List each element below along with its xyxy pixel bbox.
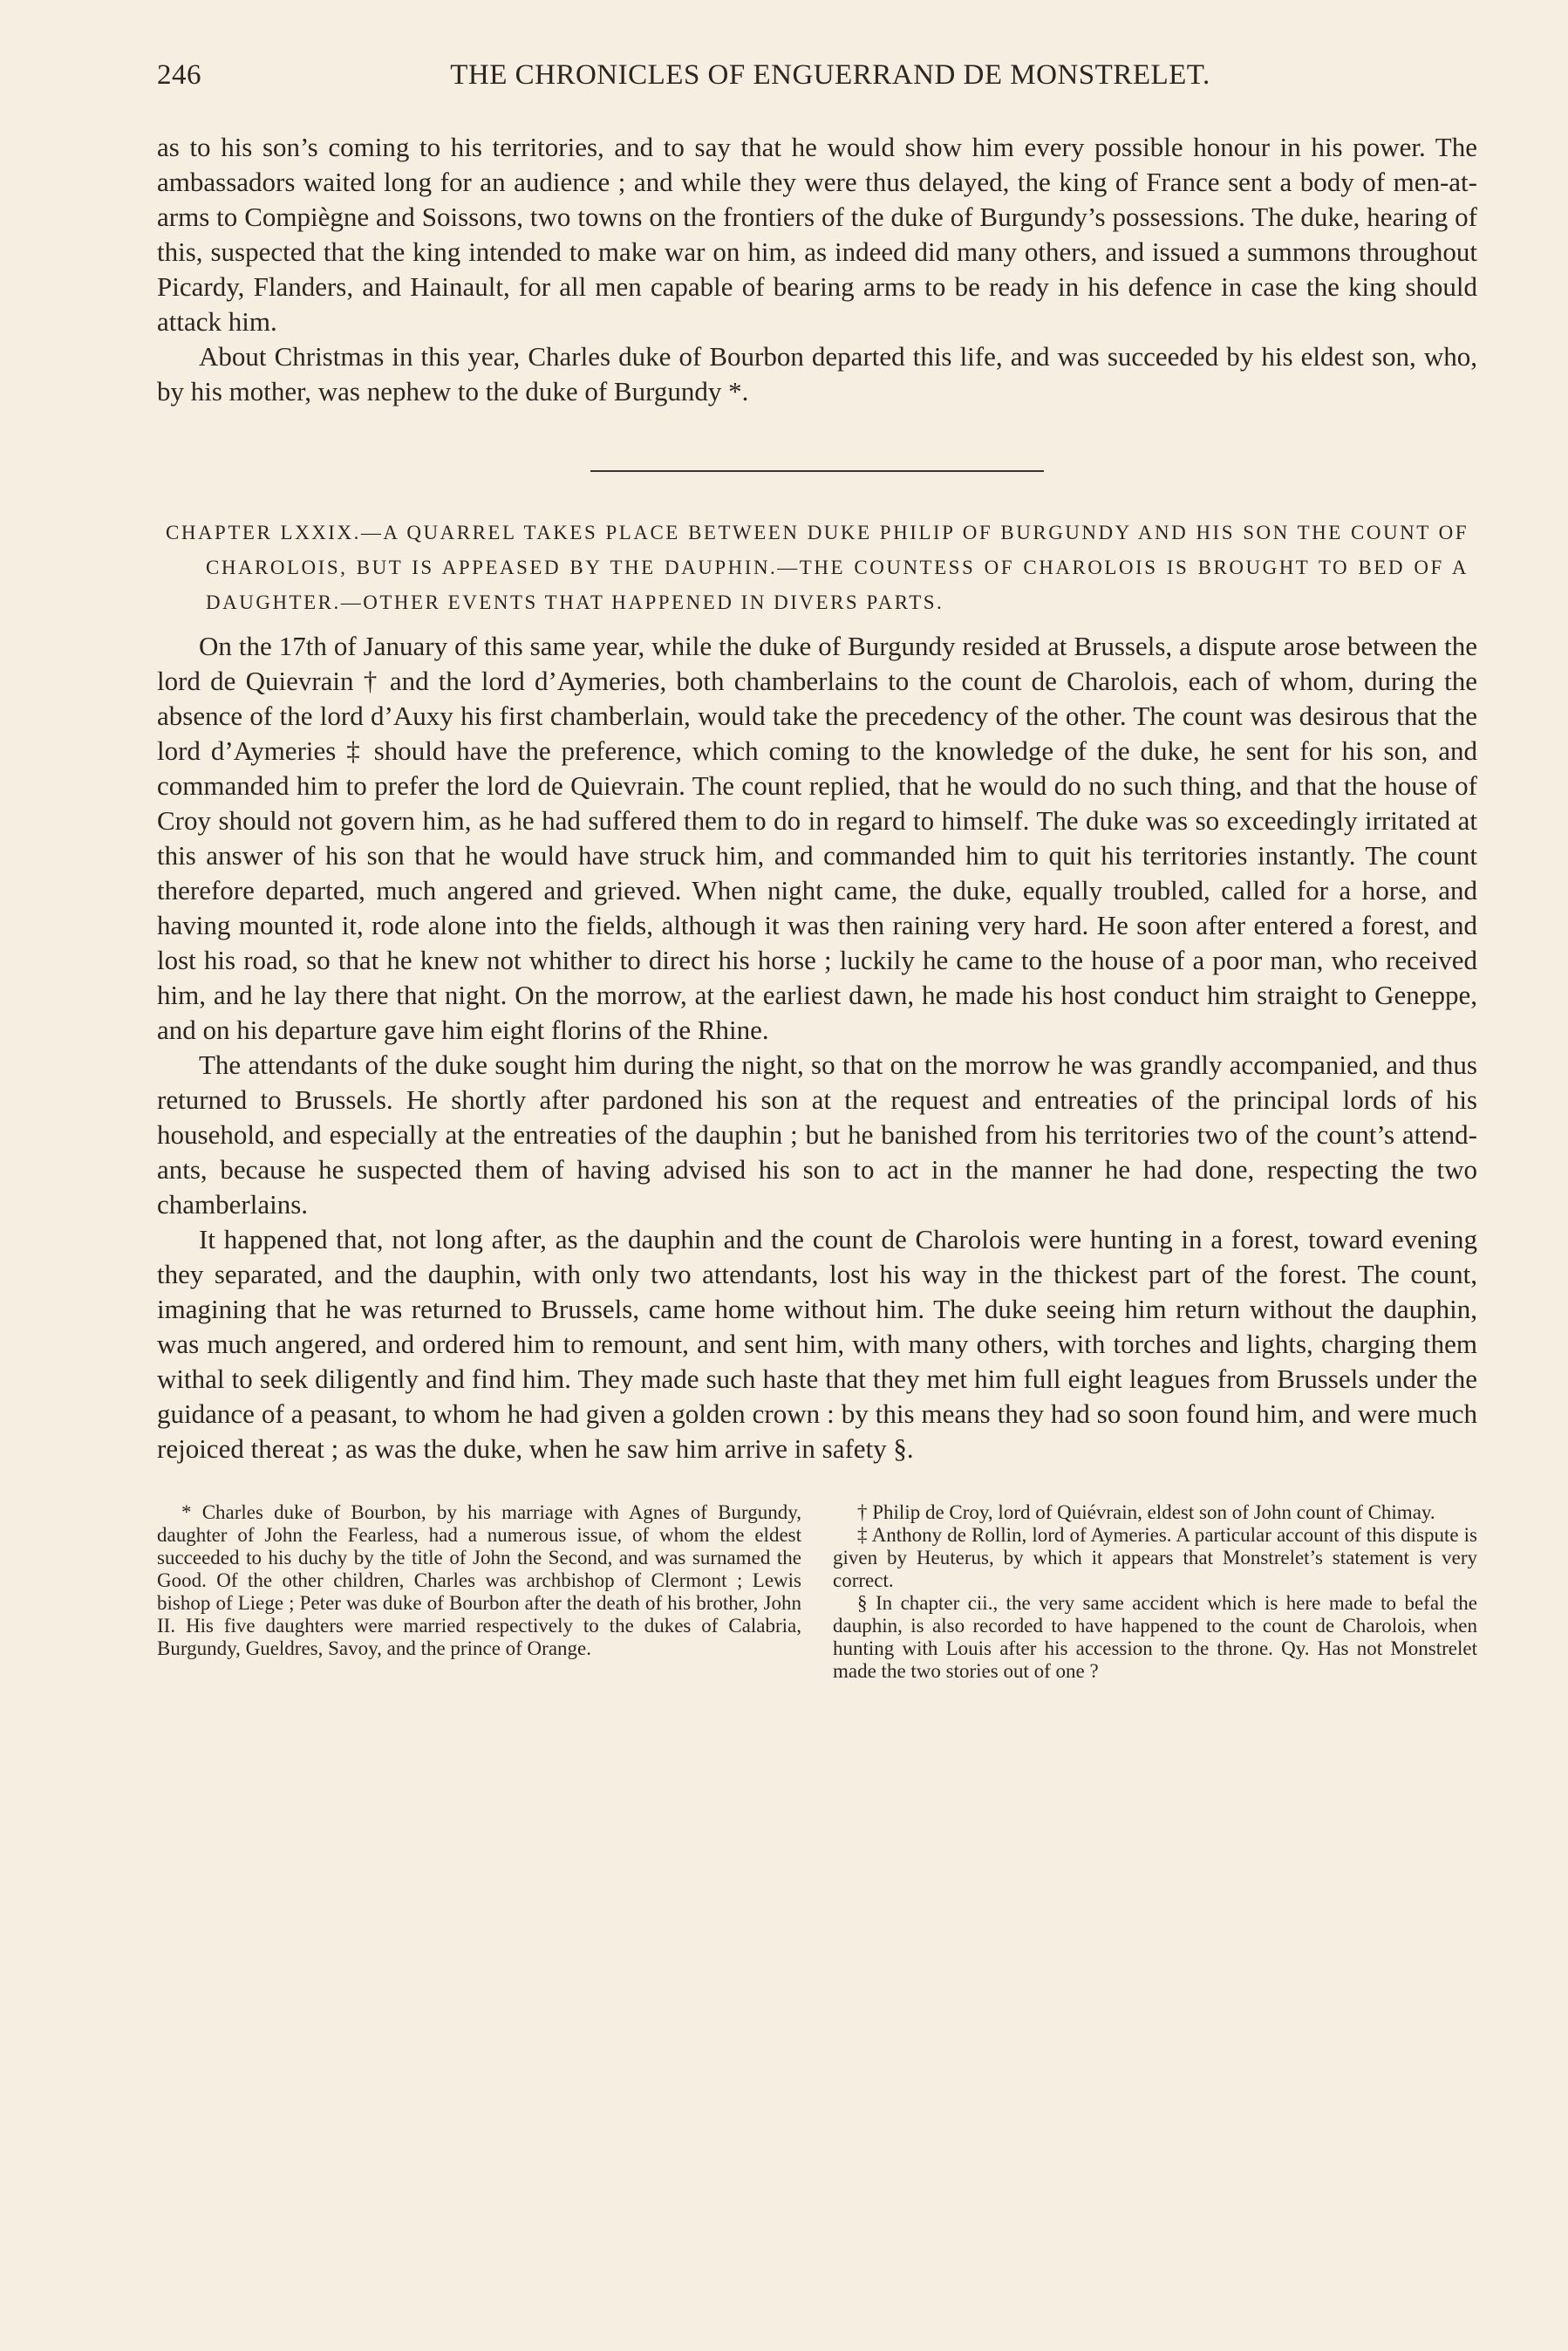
paragraph: About Christmas in this year, Charles duke of Bourbon departed this life, and was succeeded by his eldest son, who, by his mother, was nephew to the duke of Burgundy *. (157, 341, 1477, 407)
section-divider (590, 470, 1044, 472)
footnote-column-right (833, 1501, 1477, 1683)
paragraph: as to his son’s coming to his territories, and to say that he would show him every possible honour in his power. The ambassadors waited long for an audience ; and while they were thus delayed, the king of France sent a body of men-at-arms to Compiègne and Soissons, two towns on the frontiers of the duke of Burgundy’s possessions. The duke, hearing of this, suspected that the king intended to make war on him, as indeed did many others, and issued a summons throughout Picardy, Flanders, and Hainault, for all men capable of bearing arms to be ready in his defence in case the king should attack him. (157, 132, 1477, 337)
footnote-column-left (157, 1501, 801, 1683)
footnote: * Charles duke of Bourbon, by his marriage with Agnes of Burgundy, daughter of John the Fearless, had a numerous issue, of whom the eldest succeeded to his duchy by the title of John the Second, and was surnamed the Good. Of the other children, Charles was archbishop of Clermont ; Lewis bishop of Liege ; Peter was duke of Bourbon after the death of his brother, John II. His five daughters were married respectively to the dukes of Calabria, Burgundy, Gueldres, Savoy, and the prince of Orange. (157, 1501, 801, 1659)
paragraph: The attendants of the duke sought him during the night, so that on the morrow he was grandly accompanied, and thus returned to Brussels. He shortly after pardoned his son at the request and entreaties of the principal lords of his household, and especially at the entreaties of the dauphin ; but he banished from his territories two of the count’s attendants, because he suspected them of having advised his son to act in the manner he had done, respecting the two chamberlains. (157, 1049, 1477, 1220)
footnote: § In chapter cii., the very same accident which is here made to befal the dauphin, is also recorded to have happened to the count de Charolois, when hunting with Louis after his accession to the throne. Qy. Has not Monstrelet made the two stories out of one ? (833, 1592, 1477, 1682)
chapter-body (157, 629, 1477, 1466)
chapter-heading (166, 516, 1469, 620)
footnote: ‡ Anthony de Rollin, lord of Aymeries. A particular account of this dispute is given by Heuterus, by which it appears that Monstrelet’s statement is very correct. (833, 1524, 1477, 1591)
chapter-heading-text: CHAPTER LXXIX.—A QUARREL TAKES PLACE BETWEEN DUKE PHILIP OF BURGUNDY AND HIS SON THE COUNT OF CHAROLOIS, BUT IS APPEASED BY THE DAUPHIN.—THE COUNTESS OF CHAROLOIS IS BROUGHT TO BED OF A DAUGHTER.—OTHER EVENTS THAT HAPPENED IN DIVERS PARTS. (166, 522, 1469, 613)
running-title: THE CHRONICLES OF ENGUERRAND DE MONSTRELET. (450, 59, 1210, 91)
footnote: † Philip de Croy, lord of Quiévrain, eldest son of John count of Chimay. (857, 1501, 1435, 1523)
running-head (157, 59, 1477, 92)
paragraph: On the 17th of January of this same year, while the duke of Burgundy resided at Brussels, a dispute arose between the lord de Quievrain † and the lord d’Aymeries, both chamberlains to the count de Charolois, each of whom, during the absence of the lord d’Auxy his first chamberlain, would take the precedency of the other. The count was desirous that the lord d’Aymeries ‡ should have the preference, which coming to the knowledge of the duke, he sent for his son, and commanded him to prefer the lord de Quievrain. The count replied, that he would do no such thing, and that the house of Croy should not govern him, as he had suffered them to do in regard to himself. The duke was so exceedingly irritated at this answer of his son that he would have struck him, and commanded him to quit his territories instantly. The count therefore departed, much angered and grieved. When night came, the duke, equally troubled, called for a horse, and having mounted it, rode alone into the fields, although it was then raining very hard. He soon after entered a forest, and lost his road, so that he knew not whither to direct his horse ; luckily he came to the house of a poor man, who received him, and he lay there that night. On the morrow, at the earliest dawn, he made his host conduct him straight to Geneppe, and on his departure gave him eight florins of the Rhine. (157, 631, 1477, 1045)
page-number: 246 (157, 59, 201, 91)
continued-text (157, 130, 1477, 409)
paragraph: It happened that, not long after, as the dauphin and the count de Charolois were hunting in a forest, toward evening they separated, and the dauphin, with only two attendants, lost his way in the thickest part of the forest. The count, imagining that he was returned to Brussels, came home without him. The duke seeing him return without the dauphin, was much angered, and ordered him to remount, and sent him, with many others, with torches and lights, charging them withal to seek diligently and find him. They made such haste that they met him full eight leagues from Brussels under the guidance of a peasant, to whom he had given a golden crown : by this means they had so soon found him, and were much rejoiced thereat ; as was the duke, when he saw him arrive in safety §. (157, 1224, 1477, 1464)
footnotes (157, 1501, 1477, 1683)
